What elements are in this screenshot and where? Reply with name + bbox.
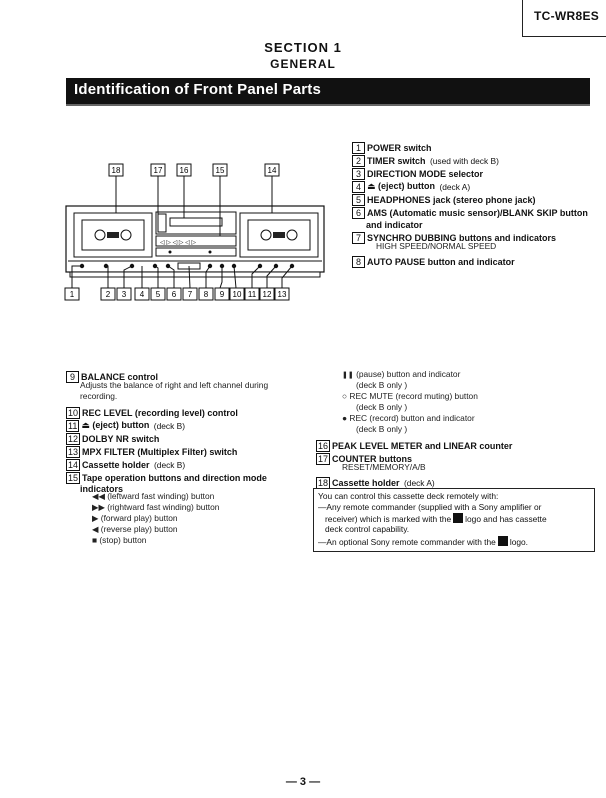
callout-8: 8 [203, 290, 209, 299]
bottom-labels [65, 288, 289, 300]
remote-line-1: You can control this cassette deck remotely with: [318, 491, 499, 501]
callout-13: 13 [277, 290, 287, 299]
remote-line-5: —An optional Sony remote commander with the logo. [318, 537, 528, 547]
remote-line-2: —Any remote commander (supplied with a Sony amplifier or [318, 502, 542, 512]
callout-18: 18 [111, 166, 121, 175]
button-leftward-wind: ◀◀ (leftward fast winding) button [92, 491, 215, 501]
section-subtitle: GENERAL [270, 57, 336, 71]
button-rec-sub: (deck B only ) [356, 424, 408, 434]
callout-2: 2 [105, 290, 111, 299]
play-icon: ▶ [92, 513, 99, 523]
callout-5: 5 [155, 290, 161, 299]
callout-6: 6 [171, 290, 177, 299]
list-item-13: 13 MPX FILTER (Multiplex Filter) switch [68, 446, 238, 457]
list-item-12: 12 DOLBY NR switch [68, 433, 160, 444]
callout-10: 10 [232, 290, 242, 299]
list-item-15-cont: indicators [80, 483, 124, 494]
svg-text:◁ ▷ ◁ ▷ ◁ ▷: ◁ ▷ ◁ ▷ ◁ ▷ [160, 240, 197, 246]
list-item-6: 6 AMS (Automatic music sensor)/BLANK SKIP button [352, 204, 588, 222]
page-number: — 3 — [285, 776, 321, 788]
button-rec: ● REC (record) button and indicator [342, 413, 475, 423]
callout-11: 11 [247, 290, 257, 299]
list-item-6-cont: and indicator [366, 219, 423, 230]
list-item-16: 16 PEAK LEVEL METER and LINEAR counter [318, 440, 513, 451]
list-item-18: 18 Cassette holder (deck A) [318, 477, 435, 488]
callout-1: 1 [69, 290, 75, 299]
circle-icon: ○ [342, 391, 348, 401]
button-reverse-play: ◀ (reverse play) button [92, 524, 178, 534]
remote-line-3: receiver) which is marked with the logo and has cassette [325, 514, 547, 524]
list-item-9-desc-1: Adjusts the balance of right and left channel during [80, 380, 269, 390]
remote-line-4: deck control capability. [325, 524, 410, 534]
callout-9: 9 [219, 290, 225, 299]
list-item-15: 15 Tape operation buttons and direction mode [68, 472, 267, 483]
remote-control-note [313, 488, 595, 552]
top-labels [109, 164, 279, 176]
callout-16: 16 [179, 166, 189, 175]
header-divider [522, 0, 523, 36]
button-forward-play: ▶ (forward play) button [92, 513, 178, 523]
deck-diagram [60, 158, 330, 318]
section-title: SECTION 1 [264, 40, 342, 55]
list-item-10: 10 REC LEVEL (recording level) control [68, 407, 238, 418]
pause-icon: ❚❚ [342, 372, 354, 379]
level-meter [170, 218, 222, 226]
title-banner [66, 78, 590, 106]
button-rec-mute-sub: (deck B only ) [356, 402, 408, 412]
callout-14: 14 [267, 166, 277, 175]
callout-15: 15 [215, 166, 225, 175]
callout-17: 17 [153, 166, 163, 175]
button-rec-mute: ○ REC MUTE (record muting) button [342, 391, 478, 401]
list-item-17: 17 COUNTER buttons [318, 453, 413, 464]
button-rightward-wind: ▶▶ (rightward fast winding) button [92, 502, 220, 512]
callout-12: 12 [262, 290, 272, 299]
callout-4: 4 [139, 290, 145, 299]
list-item-9-desc-2: recording. [80, 391, 118, 401]
callout-3: 3 [121, 290, 127, 299]
record-icon: ● [342, 413, 348, 423]
list-item-5: 5 HEADPHONES jack (stereo phone jack) [352, 191, 536, 209]
list-item-4: 4 ⏏ (eject) button (deck A) [352, 178, 470, 196]
banner-title: Identification of Front Panel Parts [74, 81, 322, 98]
list-item-2: 2 TIMER switch (used with deck B) [352, 152, 499, 170]
list-item-17-sub: RESET/MEMORY/A/B [342, 462, 426, 472]
remote-logo-icon [453, 513, 463, 523]
list-item-1: 1 POWER switch [352, 139, 432, 157]
button-pause: ❚❚ (pause) button and indicator [342, 369, 461, 379]
list-item-7-sub: HIGH SPEED/NORMAL SPEED [376, 241, 497, 251]
callout-7: 7 [187, 290, 193, 299]
list-item-8: 8 AUTO PAUSE button and indicator [352, 253, 515, 271]
fast-forward-icon: ▶▶ [92, 502, 105, 512]
list-item-3: 3 DIRECTION MODE selector [352, 165, 483, 183]
list-item-11: 11 ⏏ (eject) button (deck B) [68, 420, 185, 431]
stop-icon: ■ [92, 535, 98, 545]
remote-logo-icon [498, 536, 508, 546]
list-item-14: 14 Cassette holder (deck B) [68, 459, 186, 470]
header-rule [522, 36, 606, 37]
button-stop: ■ (stop) button [92, 535, 147, 545]
reverse-play-icon: ◀ [92, 524, 99, 534]
list-item-9: 9 BALANCE control [66, 368, 158, 386]
rewind-icon: ◀◀ [92, 491, 105, 501]
model-number: TC-WR8ES [534, 9, 600, 23]
button-pause-sub: (deck B only ) [356, 380, 408, 390]
list-item-7: 7 SYNCHRO DUBBING buttons and indicators [352, 229, 556, 247]
